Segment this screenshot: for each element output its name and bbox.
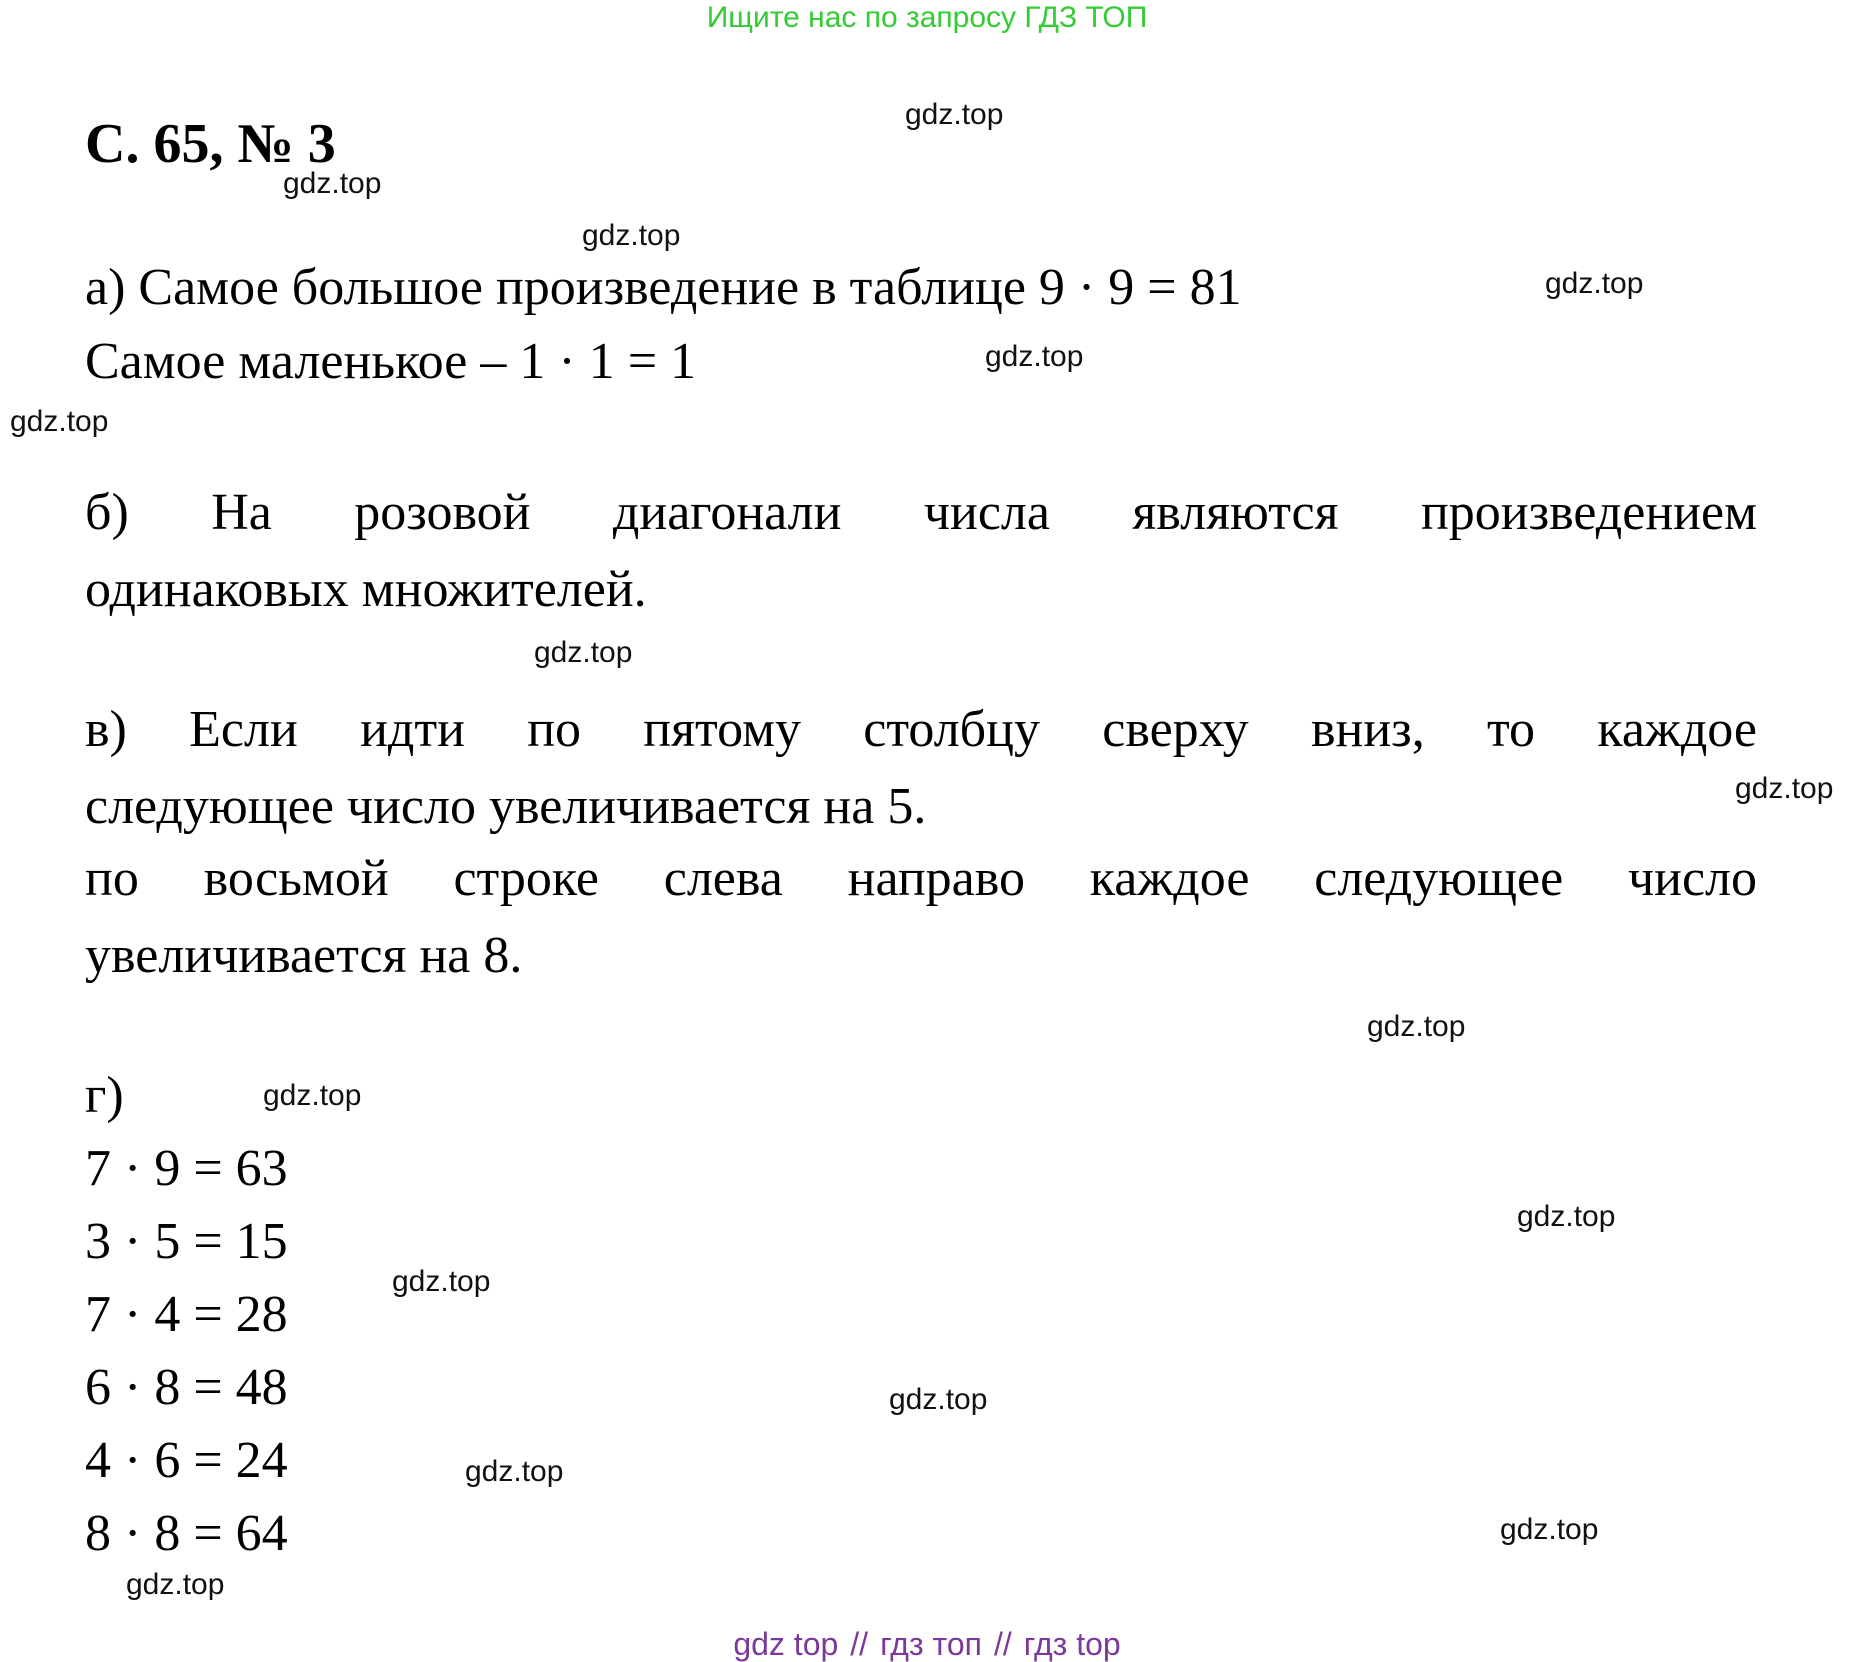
part-a-line-1: а) Самое большое произведение в таблице 9 · 9 = 81 [85,259,1242,316]
page-title: С. 65, № 3 [85,113,336,175]
equation: 8 · 8 = 64 [85,1505,288,1562]
footer-item-1: gdz top [733,1626,839,1662]
watermark: gdz.top [263,1079,362,1112]
watermark: gdz.top [1517,1200,1616,1233]
watermark: gdz.top [10,405,109,438]
watermark: gdz.top [1500,1513,1599,1546]
footer-separator: // [993,1626,1012,1662]
watermark: gdz.top [392,1265,491,1298]
footer-item-3: гдз top [1023,1626,1121,1662]
part-b-line-1: б) На розовой диагонали числа являются произведением [85,484,1757,541]
watermark: gdz.top [1545,267,1644,300]
part-g-label: г) [85,1067,124,1124]
top-banner: Ищите нас по запросу ГДЗ ТОП [706,1,1148,34]
watermark: gdz.top [465,1455,564,1488]
watermark: gdz.top [534,636,633,669]
watermark: gdz.top [582,219,681,252]
watermark: gdz.top [1367,1010,1466,1043]
part-v-line-1: в) Если идти по пятому столбцу сверху вниз, то каждое [85,701,1757,758]
footer [0,1626,1854,1662]
watermark: gdz.top [905,98,1004,131]
watermark: gdz.top [126,1568,225,1601]
part-b-line-2: одинаковых множителей. [85,561,647,618]
watermark: gdz.top [283,167,382,200]
footer-separator: // [850,1626,869,1662]
equation: 7 · 4 = 28 [85,1286,288,1343]
watermark: gdz.top [985,340,1084,373]
footer-item-2: гдз топ [880,1626,982,1662]
equation: 6 · 8 = 48 [85,1359,288,1416]
part-v-line-4: увеличивается на 8. [85,927,523,984]
part-a-line-2: Самое маленькое – 1 · 1 = 1 [85,333,697,390]
equation: 4 · 6 = 24 [85,1432,288,1489]
watermark: gdz.top [1735,772,1834,805]
part-v-line-3: по восьмой строке слева направо каждое следующее число [85,850,1757,907]
equation: 7 · 9 = 63 [85,1140,288,1197]
part-v-line-2: следующее число увеличивается на 5. [85,778,927,835]
equation: 3 · 5 = 15 [85,1213,288,1270]
watermark: gdz.top [889,1383,988,1416]
